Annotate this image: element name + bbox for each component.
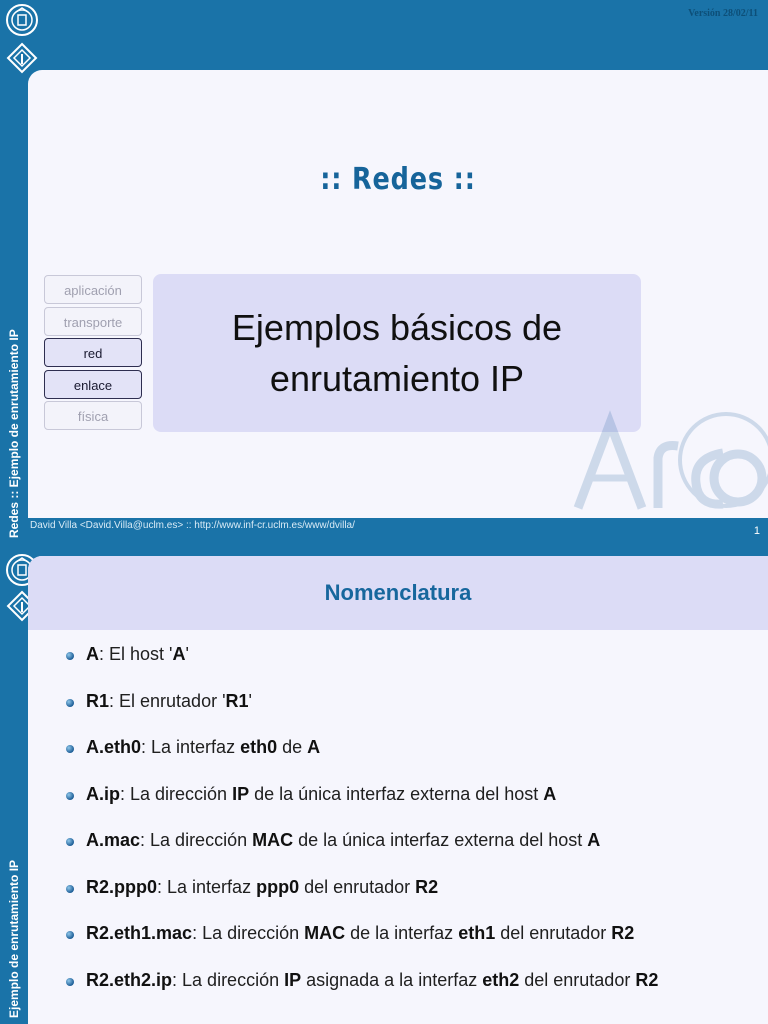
side-label-text: Ejemplo de enrutamiento IP (7, 859, 21, 1018)
term-text: del enrutador (299, 876, 416, 897)
term-bold: R1 (225, 690, 249, 711)
term-text: : La interfaz (141, 737, 241, 757)
term-text: : La dirección (120, 783, 233, 804)
term-text: : La interfaz (157, 876, 257, 897)
bullet-icon (66, 792, 74, 800)
term-text: : La dirección (192, 923, 305, 943)
list-item (60, 970, 658, 1017)
list-item (60, 923, 658, 970)
term-bold: MAC (304, 923, 346, 943)
term-bold: R2.ppp0 (86, 876, 158, 897)
list-item (60, 830, 658, 877)
list-item (60, 644, 658, 691)
bullet-icon (66, 838, 74, 846)
term-text: de (277, 737, 308, 757)
list-item (60, 691, 658, 738)
term-text: de la única interfaz externa del host (293, 830, 588, 850)
side-label (0, 0, 30, 548)
term-bold: IP (232, 783, 250, 804)
term-text: : La dirección (140, 830, 253, 850)
term-bold: IP (284, 969, 302, 990)
side-label-text: Redes :: Ejemplo de enrutamiento IP (7, 329, 21, 538)
bullet-icon (66, 931, 74, 939)
term-text: de la única interfaz externa del host (249, 783, 544, 804)
term-bold: A (172, 644, 186, 664)
bullet-icon (66, 885, 74, 893)
term-bold: ppp0 (256, 876, 300, 897)
term-bold: A (86, 644, 99, 664)
slide-2-panel (28, 556, 768, 1024)
term-text: de la interfaz (345, 923, 459, 943)
bullet-icon (66, 978, 74, 986)
nomenclature-list (60, 644, 658, 1016)
course-title: :: Redes :: (320, 162, 476, 197)
term-text: : El host ' (99, 644, 173, 664)
heading-bar (28, 556, 768, 630)
bullet-icon (66, 745, 74, 753)
term-text: ' (185, 644, 189, 664)
term-bold: R2 (635, 969, 659, 990)
slide-title-line-1: Ejemplos básicos de (231, 307, 563, 348)
layer-network: red (44, 338, 142, 367)
term-bold: A.eth0 (86, 737, 142, 757)
term-bold: eth1 (458, 923, 496, 943)
term-bold: A (587, 830, 601, 850)
term-bold: R2 (415, 876, 439, 897)
slide-heading: Nomenclatura (324, 580, 472, 605)
slide-2 (0, 548, 768, 1024)
footer-author: David Villa <David.Villa@uclm.es> :: http://www.inf-cr.uclm.es/www/dvilla/ (30, 520, 355, 531)
term-bold: MAC (252, 830, 294, 850)
slide-title-line-2: enrutamiento IP (269, 358, 525, 399)
side-label (0, 548, 30, 1024)
slide-1-panel (28, 70, 768, 518)
term-text: del enrutador (495, 923, 612, 943)
term-text: del enrutador (519, 969, 636, 990)
list-item (60, 877, 658, 924)
term-text: : El enrutador ' (109, 690, 226, 711)
term-bold: A (543, 783, 557, 804)
layer-application: aplicación (44, 275, 142, 304)
layer-transport: transporte (44, 307, 142, 336)
layer-physical: física (44, 401, 142, 430)
term-bold: eth0 (240, 737, 278, 757)
term-bold: A.ip (86, 783, 120, 804)
term-bold: R2.eth1.mac (86, 923, 193, 943)
bullet-icon (66, 699, 74, 707)
term-bold: A (307, 737, 321, 757)
term-bold: A.mac (86, 830, 141, 850)
term-bold: R1 (86, 690, 110, 711)
page-number: 1 (753, 525, 760, 537)
version-label: Versión 28/02/11 (688, 8, 758, 19)
bullet-icon (66, 652, 74, 660)
list-item (60, 784, 658, 831)
term-text: : La dirección (172, 969, 285, 990)
list-item (60, 737, 658, 784)
term-bold: R2 (611, 923, 635, 943)
layer-link: enlace (44, 370, 142, 399)
term-text: asignada a la interfaz (301, 969, 483, 990)
arco-watermark-icon (548, 398, 768, 518)
term-bold: eth2 (482, 969, 520, 990)
term-text: ' (248, 690, 252, 711)
protocol-stack (44, 275, 142, 433)
term-bold: R2.eth2.ip (86, 969, 173, 990)
